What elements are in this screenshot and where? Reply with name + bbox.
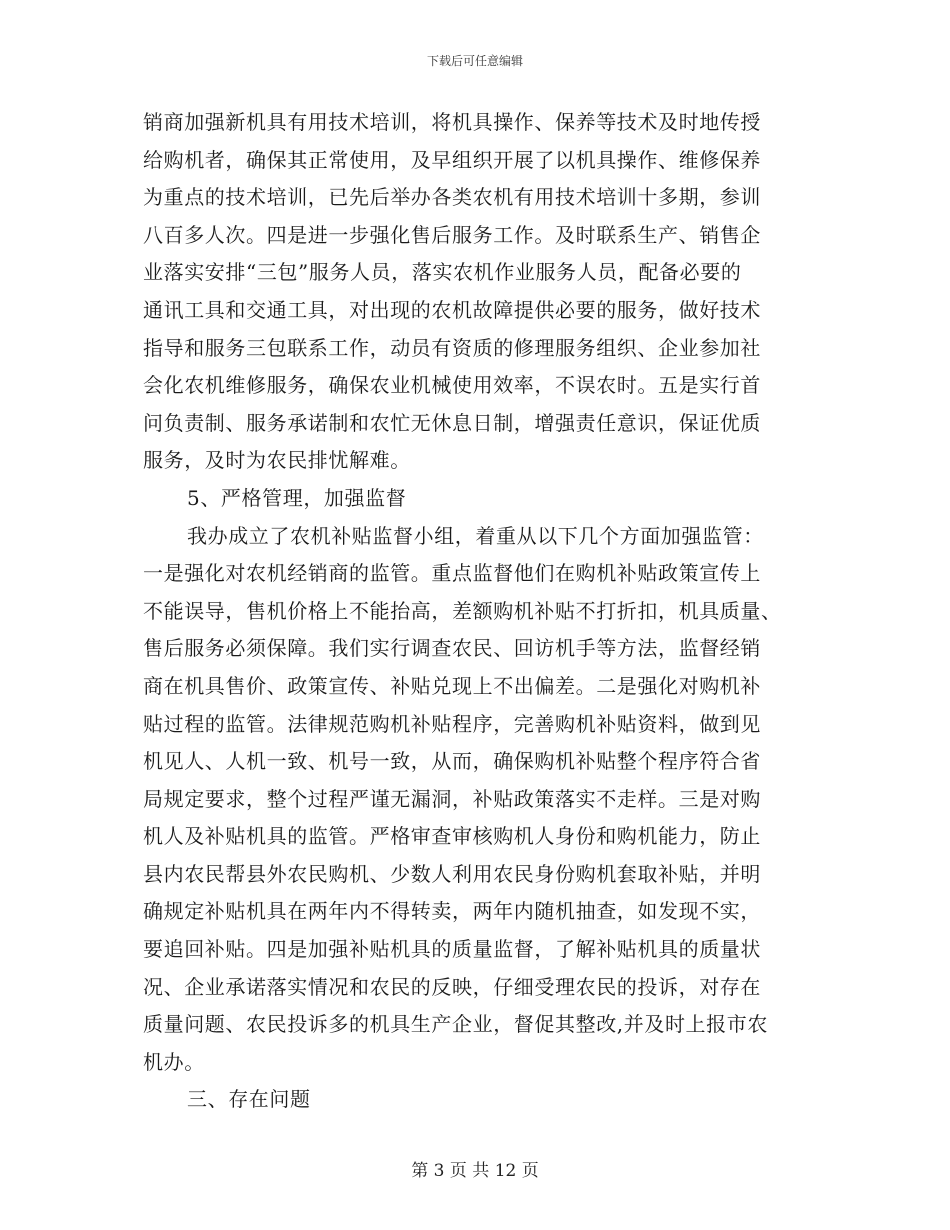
text-line: 会化农机维修服务，确保农业机械使用效率，不误农时。五是实行首	[143, 373, 761, 398]
text-line: 服务，及时为农民排忧解难。	[143, 448, 411, 473]
text-line: 要追回补贴。四是加强补贴机具的质量监督，了解补贴机具的质量状	[143, 937, 761, 962]
text-line: 机人及补贴机具的监管。严格审查审核购机人身份和购机能力，防止	[143, 824, 761, 849]
text-line: 通讯工具和交通工具，对出现的农机故障提供必要的服务，做好技术	[143, 297, 761, 322]
page-footer: 第 3 页 共 12 页	[411, 1161, 539, 1181]
text-line: 问负责制、服务承诺制和农忙无休息日制，增强责任意识，保证优质	[143, 410, 761, 435]
text-line: 商在机具售价、政策宣传、补贴兑现上不出偏差。二是强化对购机补	[143, 673, 761, 698]
text-line: 一是强化对农机经销商的监管。重点监督他们在购机补贴政策宣传上	[143, 561, 761, 586]
text-line: 机见人、人机一致、机号一致，从而，确保购机补贴整个程序符合省	[143, 749, 761, 774]
text-line: 为重点的技术培训，已先后举办各类农机有用技术培训十多期，参训	[143, 185, 761, 210]
text-line: 售后服务必须保障。我们实行调查农民、回访机手等方法，监督经销	[143, 636, 761, 661]
text-line: 给购机者，确保其正常使用，及早组织开展了以机具操作、维修保养	[143, 147, 761, 172]
paragraph-start-line: 三、存在问题	[187, 1087, 311, 1112]
paragraph-start-line: 我办成立了农机补贴监督小组，着重从以下几个方面加强监管：	[187, 523, 764, 548]
paragraph-start-line: 5、严格管理，加强监督	[187, 485, 407, 510]
text-line: 业落实安排“三包”服务人员，落实农机作业服务人员，配备必要的	[143, 260, 742, 285]
text-line: 八百多人次。四是进一步强化售后服务工作。及时联系生产、销售企	[143, 222, 761, 247]
text-line: 机办。	[143, 1049, 205, 1074]
text-line: 指导和服务三包联系工作，动员有资质的修理服务组织、企业参加社	[143, 335, 761, 360]
text-line: 贴过程的监管。法律规范购机补贴程序，完善购机补贴资料，做到见	[143, 711, 761, 736]
text-line: 质量问题、农民投诉多的机具生产企业，督促其整改,并及时上报市农	[143, 1012, 768, 1037]
text-line: 销商加强新机具有用技术培训，将机具操作、保养等技术及时地传授	[143, 110, 761, 134]
text-line: 不能误导，售机价格上不能抬高，差额购机补贴不打折扣，机具质量、	[143, 598, 782, 623]
text-line: 县内农民帮县外农民购机、少数人利用农民身份购机套取补贴，并明	[143, 861, 761, 886]
text-line: 局规定要求，整个过程严谨无漏洞，补贴政策落实不走样。三是对购	[143, 786, 761, 811]
text-line: 确规定补贴机具在两年内不得转卖，两年内随机抽查，如发现不实，	[143, 899, 761, 924]
document-body	[143, 104, 809, 1119]
text-line: 况、企业承诺落实情况和农民的反映，仔细受理农民的投诉，对存在	[143, 974, 761, 999]
page-header: 下载后可任意编辑	[426, 54, 523, 68]
